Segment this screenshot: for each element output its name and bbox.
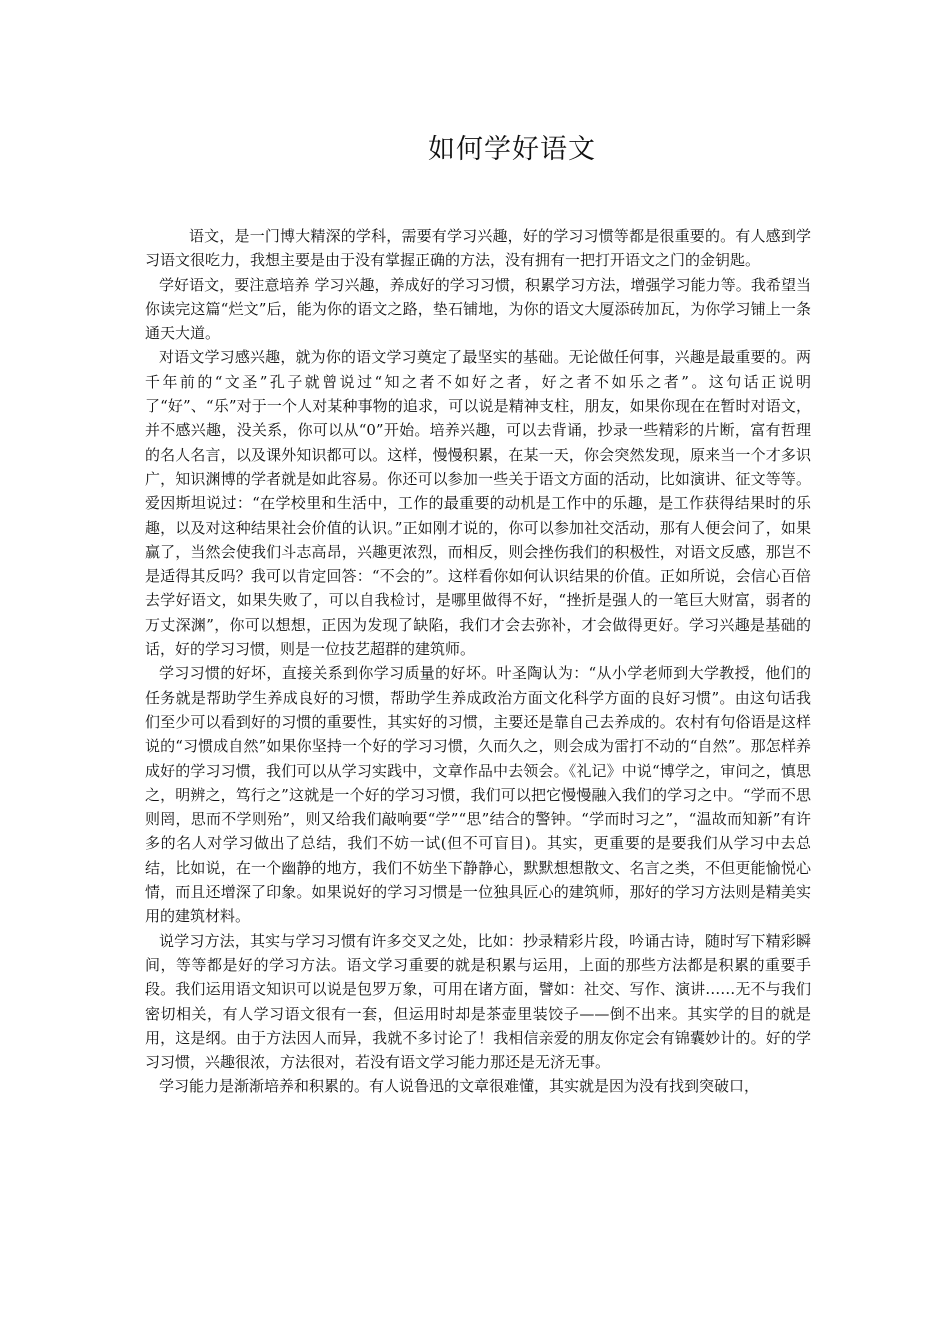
document-body (145, 224, 811, 1099)
paragraph-ability: 学习能力是渐渐培养和积累的。有人说鲁迅的文章很难懂，其实就是因为没有找到突破口， (159, 1077, 760, 1096)
paragraph-methods: 说学习方法，其实与学习习惯有许多交叉之处，比如：抄录精彩片段，吟诵古诗，随时写下精彩瞬间，等等都是好的学习方法。语文学习重要的就是积累与运用，上面的那些方法都是积累的重要手段。我们运用语文知识可以说是包罗万象，可用在诸方面，譬如：社交、写作、演讲……无不与我们密切相关，有人学习语文很有一套，但运用时却是茶壶里装饺子——倒不出来。其实学的目的就是用，这是纲。由于方法因人而异，我就不多讨论了！我相信亲爱的朋友你定会有锦囊妙计的。好的学习习惯，兴趣很浓，方法很对，若没有语文学习能力那还是无济无事。 (145, 931, 811, 1072)
paragraph-habits: 学习习惯的好坏，直接关系到你学习质量的好坏。叶圣陶认为：“从小学老师到大学教授，他们的任务就是帮助学生养成良好的习惯，帮助学生养成政治方面文化科学方面的良好习惯”。由这句话我们至少可以看到好的习惯的重要性，其实好的习惯，主要还是靠自己去养成的。农村有句俗语是这样说的“习惯成自然”如果你坚持一个好的学习习惯，久而久之，则会成为雷打不动的“自然”。那怎样养成好的学习习惯，我们可以从学习实践中，文章作品中去领会。《礼记》中说“博学之，审问之，慎思之，明辨之，笃行之”这就是一个好的学习习惯，我们可以把它慢慢融入我们的学习之中。“学而不思则罔，思而不学则殆”，则又给我们敲响要“学”“思”结合的警钟。“学而时习之”，“温故而知新”有许多的名人对学习做出了总结，我们不妨一试(但不可盲目)。其实，更重要的是要我们从学习中去总结，比如说，在一个幽静的地方，我们不妨坐下静静心，默默想想散文、名言之类，不但更能愉悦心情，而且还增深了印象。如果说好的学习习惯是一位独具匠心的建筑师，那好的学习方法则是精美实用的建筑材料。 (145, 664, 811, 926)
paragraph-overview: 学好语文，要注意培养 学习兴趣，养成好的学习习惯，积累学习方法，增强学习能力等。我希望当你读完这篇“烂文”后，能为你的语文之路，垫石铺地，为你的语文大厦添砖加瓦，为你学习铺上一条通天大道。 (145, 275, 811, 343)
document-title: 如何学好语文 (428, 134, 596, 165)
paragraph-interest: 对语文学习感兴趣，就为你的语文学习奠定了最坚实的基础。无论做任何事，兴趣是最重要的。两千年前的“文圣”孔子就曾说过“知之者不如好之者，好之者不如乐之者”。这句话正说明了“好”、“乐”对于一个人对某种事物的追求，可以说是精神支柱，朋友，如果你现在在暂时对语文，并不感兴趣，没关系，你可以从“0”开始。培养兴趣，可以去背诵，抄录一些精彩的片断，富有哲理的名人名言，以及课外知识都可以。这样，慢慢积累，在某一天，你会突然发现，原来当一个才多识广，知识渊博的学者就是如此容易。你还可以参加一些关于语文方面的活动，比如演讲、征文等等。爱因斯坦说过：“在学校里和生活中，工作的最重要的动机是工作中的乐趣，是工作获得结果时的乐趣，以及对这种结果社会价值的认识。”正如刚才说的，你可以参加社交活动，那有人便会问了，如果赢了，当然会使我们斗志高昂，兴趣更浓烈，而相反，则会挫伤我们的积极性，对语文反感，那岂不是适得其反吗？我可以肯定回答：“不会的”。这样看你如何认识结果的价值。正如所说，会信心百倍去学好语文，如果失败了，可以自我检讨，是哪里做得不好，“挫折是强人的一笔巨大财富，弱者的万丈深渊”，你可以想想，正因为发现了缺陷，我们才会去弥补，才会做得更好。学习兴趣是基础的话，好的学习习惯，则是一位技艺超群的建筑师。 (145, 348, 811, 659)
paragraph-intro: 语文，是一门博大精深的学科，需要有学习兴趣，好的学习习惯等都是很重要的。有人感到学习语文很吃力，我想主要是由于没有掌握正确的方法，没有拥有一把打开语文之门的金钥匙。 (145, 227, 811, 270)
